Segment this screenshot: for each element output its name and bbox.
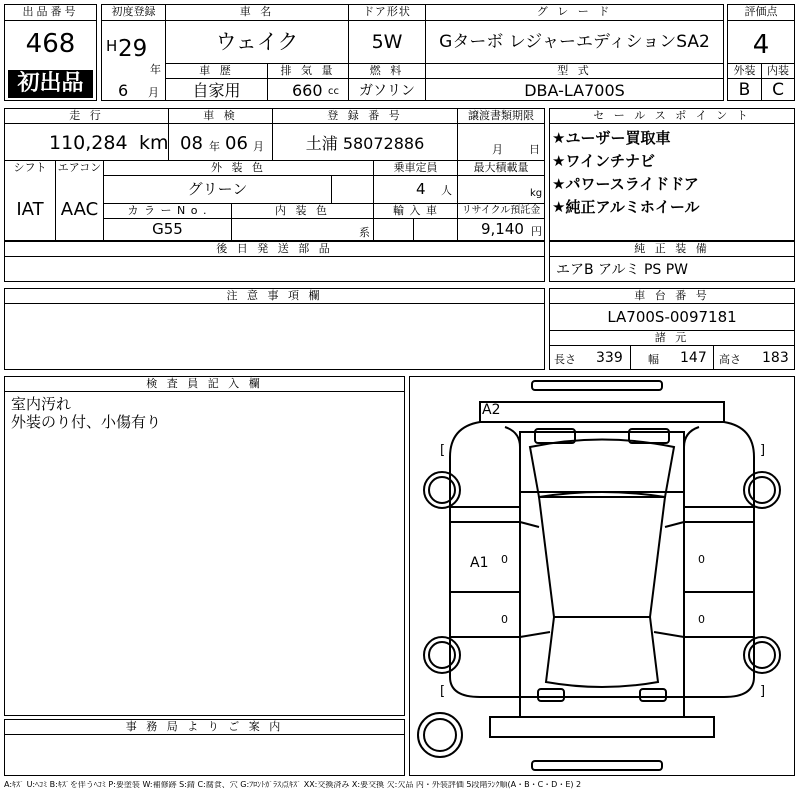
- front-bumper-bar: [532, 381, 662, 390]
- genuine-equipment: エアB アルミ PS PW: [556, 262, 689, 278]
- recycle-amount: 9,140: [481, 220, 524, 238]
- ext-score-label: 外装: [733, 64, 756, 77]
- model: DBA-LA700S: [524, 81, 625, 100]
- sales-point-4: ★純正アルミホイール: [552, 198, 700, 216]
- first-listing-badge: 初出品: [8, 70, 93, 98]
- hood: [520, 432, 684, 492]
- inspector-note-2: 外装のり付、小傷有り: [11, 413, 162, 431]
- notes-label: 注 意 事 項 欄: [226, 289, 323, 302]
- width: 147: [680, 350, 707, 366]
- fender-bracket-right: ]: [760, 684, 766, 699]
- rear-lamp-right: [640, 689, 666, 701]
- genuine-label: 純 正 装 備: [634, 242, 710, 255]
- capacity: 4: [416, 180, 426, 198]
- max-load-label: 最大積載量: [473, 161, 529, 174]
- length-label: 長さ: [554, 353, 576, 366]
- color-no: G55: [152, 220, 183, 238]
- inspection-label: 車 検: [203, 109, 238, 122]
- notes-box: [4, 288, 545, 370]
- exterior-color-label: 外 装 色: [211, 161, 266, 174]
- car-diagram-box: [409, 376, 795, 776]
- era: H: [106, 37, 118, 55]
- car-name: ウェイク: [215, 30, 299, 54]
- displacement-unit: cc: [328, 86, 339, 97]
- lot-box: [4, 4, 97, 101]
- color-no-label: カ ラ ー N o .: [127, 204, 208, 217]
- displacement-label: 排 気 量: [280, 64, 336, 77]
- damage-mark-a2: A2: [482, 402, 501, 418]
- height: 183: [762, 350, 789, 366]
- length: 339: [596, 350, 623, 366]
- mark-zero-3: 0: [698, 553, 705, 566]
- inspection-year-unit: 年: [209, 140, 220, 153]
- mirror-bracket-right: ]: [760, 443, 766, 458]
- interior-color-label: 内 装 色: [275, 204, 330, 217]
- spec-grid: [4, 108, 545, 241]
- damage-mark-a1: A1: [470, 555, 489, 571]
- left-side: [450, 507, 520, 697]
- rear-bumper: [490, 717, 714, 737]
- interior-color-unit: 系: [359, 226, 370, 239]
- rear-glass: [546, 617, 658, 687]
- windshield: [530, 440, 674, 498]
- rear-bumper-bar: [532, 761, 662, 770]
- transfer-day-unit: 日: [529, 143, 540, 156]
- car-diagram: [410, 377, 794, 775]
- chassis-label: 車 台 番 号: [634, 289, 710, 302]
- mark-zero-2: 0: [501, 613, 508, 626]
- month-unit: 月: [148, 86, 159, 99]
- lot-number: 468: [25, 29, 76, 59]
- sales-point-2: ★ワインチナビ: [552, 152, 655, 170]
- inspection-year: 08: [180, 133, 203, 154]
- displacement: 660: [292, 81, 323, 100]
- recycle-label: リサイクル預託金: [461, 205, 541, 216]
- model-label: 型 式: [557, 64, 592, 77]
- dims-label: 諸 元: [654, 331, 690, 344]
- mirror-bracket-left: [: [440, 443, 446, 458]
- inspector-box: [4, 376, 405, 716]
- score: 4: [752, 30, 770, 60]
- int-score: C: [772, 80, 784, 100]
- history: 自家用: [192, 81, 241, 100]
- fuel-label: 燃 料: [369, 64, 405, 77]
- mark-zero-1: 0: [501, 553, 508, 566]
- inspection-month: 06: [225, 133, 248, 154]
- inspector-note-1: 室内汚れ: [11, 395, 72, 413]
- capacity-unit: 人: [441, 184, 452, 197]
- score-box: [727, 4, 795, 101]
- mileage: 110,284: [49, 132, 128, 154]
- registration-number: 土浦 58072886: [305, 134, 425, 153]
- shift-label: シフト: [13, 161, 47, 174]
- office-box: [4, 719, 405, 776]
- sales-point-1: ★ユーザー買取車: [552, 129, 671, 147]
- first-reg-month: 6: [118, 81, 129, 100]
- mileage-unit: km: [139, 132, 169, 154]
- first-reg-year: 29: [118, 36, 148, 62]
- damage-legend: A:ｷｽﾞ U:ﾍｺﾐ B:ｷｽﾞを伴うﾍｺﾐ P:要塗装 W:補修跡 S:錆 C:腐食、穴 G:ﾌﾛﾝﾄｶﾞﾗｽ点ｷｽﾞ XX:交換済み X:要交換 欠:欠品 内・外装評価 5段階ﾗﾝｸ順(A・B・C・D・E) 2: [4, 781, 582, 789]
- max-load-unit: kg: [530, 188, 543, 199]
- aircon: AAC: [60, 199, 99, 220]
- capacity-label: 乗車定員: [393, 161, 438, 174]
- lot-label: 出品番号: [22, 5, 79, 18]
- inspector-label: 検 査 員 記 入 欄: [146, 377, 263, 390]
- mark-zero-4: 0: [698, 613, 705, 626]
- header-grid: [101, 4, 724, 101]
- transfer-docs-label: 譲渡書類期限: [468, 109, 534, 122]
- inspection-month-unit: 月: [253, 140, 264, 153]
- shift: IAT: [16, 199, 44, 220]
- aircon-label: エアコン: [57, 161, 102, 174]
- height-label: 高さ: [719, 353, 741, 366]
- door-type: 5W: [371, 31, 403, 53]
- chassis-box: [549, 288, 795, 370]
- score-label: 評価点: [744, 5, 778, 18]
- registration-label: 登 録 番 号: [327, 109, 403, 122]
- later-parts-box: [4, 241, 545, 282]
- genuine-equipment-box: [549, 241, 795, 282]
- office-label: 事 務 局 よ り ご 案 内: [125, 720, 284, 733]
- car-name-label: 車 名: [239, 5, 275, 18]
- recycle-unit: 円: [531, 225, 542, 238]
- first-reg-label: 初度登録: [111, 5, 156, 18]
- import-label: 輸 入 車: [393, 204, 438, 217]
- year-unit: 年: [150, 63, 161, 76]
- later-parts-label: 後 日 発 送 部 品: [216, 242, 333, 255]
- grade: Gターボ レジャーエディションSA2: [439, 32, 710, 52]
- roof: [539, 497, 665, 617]
- sales-points-box: [549, 108, 795, 241]
- ext-score: B: [738, 80, 751, 100]
- int-score-label: 内装: [767, 64, 789, 77]
- door-label: ドア形状: [363, 5, 411, 18]
- sales-point-3: ★パワースライドドア: [552, 175, 699, 193]
- transfer-month-unit: 月: [492, 143, 503, 156]
- rear-lamp-left: [538, 689, 564, 701]
- chassis-number: LA700S-0097181: [607, 308, 737, 326]
- history-label: 車 歴: [199, 64, 234, 77]
- exterior-color: グリーン: [187, 180, 248, 198]
- sales-points-label: セ ー ル ス ポ イ ン ト: [593, 109, 751, 122]
- fender-bracket-left: [: [440, 684, 446, 699]
- mileage-label: 走 行: [69, 109, 104, 122]
- width-label: 幅: [648, 353, 659, 366]
- right-side: [684, 507, 754, 697]
- front-bumper: [480, 402, 724, 422]
- fuel: ガソリン: [359, 83, 415, 99]
- grade-label: グ レ ー ド: [536, 5, 613, 18]
